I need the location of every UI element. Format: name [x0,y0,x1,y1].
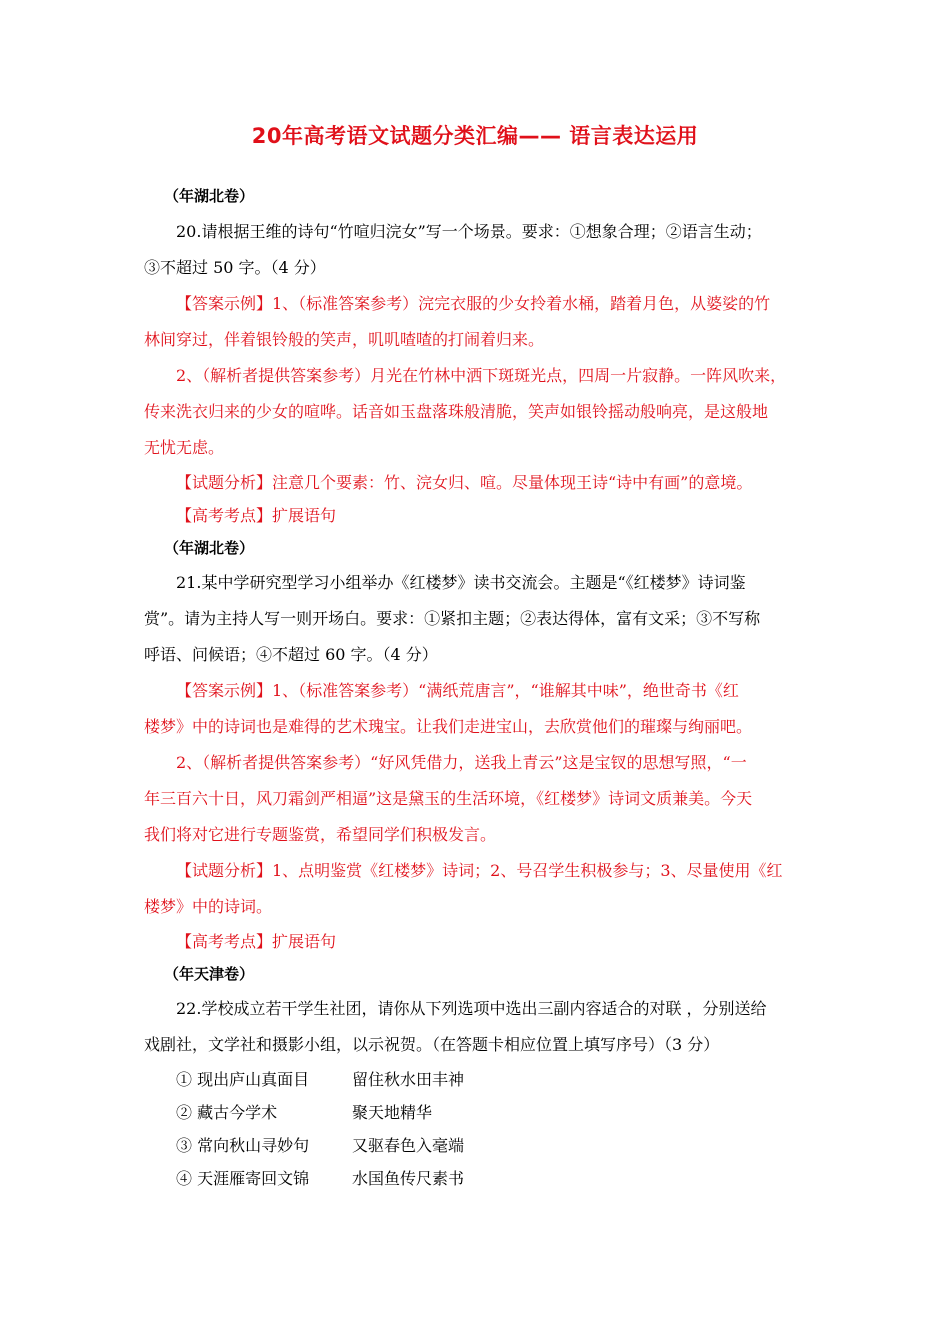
q21-stem-line-2: 赏”。请为主持人写一则开场白。要求：①紧扣主题；②表达得体，富有文采；③不写称 [144,609,761,628]
q22-option-1-first: ① 现出庐山真面目 [176,1070,310,1089]
q22-option-1-second: 留住秋水田丰神 [352,1070,465,1089]
q22-option-4-second: 水国鱼传尺素书 [352,1169,465,1188]
q22-option-4 [144,1162,820,1195]
q22-option-3-first: ③ 常向秋山寻妙句 [176,1136,310,1155]
document-body [144,178,820,1195]
q22-option-2 [144,1096,820,1129]
q22-option-3-second: 又驱春色入毫端 [352,1136,465,1155]
q20-answer1-line-2: 林间穿过，伴着银铃般的笑声，叽叽喳喳的打闹着归来。 [144,330,545,349]
q21-stem-line-1: 21.某中学研究型学习小组举办《红楼梦》读书交流会。主题是“《红楼梦》诗词鉴 [176,573,746,592]
q22-option-3 [144,1129,820,1162]
q21-answer2-line-3: 我们将对它进行专题鉴赏，希望同学们积极发言。 [144,825,497,844]
q21-answer1-line-2: 楼梦》中的诗词也是难得的艺术瑰宝。让我们走进宝山，去欣赏他们的璀璨与绚丽吧。 [144,717,753,736]
q20-stem-line-2: ③不超过 50 字。（4 分） [144,258,326,277]
q20-stem-line-1: 20.请根据王维的诗句“竹喧归浣女”写一个场景。要求：①想象合理；②语言生动； [176,222,762,241]
q20-answer2-line-1: 2、（解析者提供答案参考）月光在竹林中洒下斑斑光点，四周一片寂静。一阵风吹来， [176,366,787,385]
q21-analysis-line-2: 楼梦》中的诗词。 [144,897,273,916]
q21-stem-line-3: 呼语、问候语；④不超过 60 字。（4 分） [144,645,438,664]
q22-option-1 [144,1063,820,1096]
q21-answer2-line-2: 年三百六十日，风刀霜剑严相逼”这是黛玉的生活环境，《红楼梦》诗词文质兼美。今天 [144,789,753,808]
q20-answer2-line-2: 传来洗衣归来的少女的喧哗。话音如玉盘落珠般清脆，笑声如银铃摇动般响亮，是这般地 [144,402,769,421]
q22-option-4-first: ④ 天涯雁寄回文锦 [176,1169,310,1188]
q20-answer1-line-1: 【答案示例】1、（标准答案参考）浣完衣服的少女拎着水桶，踏着月色，从婆娑的竹 [176,294,771,313]
q20-answer2-line-3: 无忧无虑。 [144,438,225,457]
q22-option-2-second: 聚天地精华 [352,1103,433,1122]
q21-source: （年湖北卷） [164,539,255,557]
q21-answer2-line-1: 2、（解析者提供答案参考）“好风凭借力，送我上青云”这是宝钗的思想写照，“一 [176,753,747,772]
q22-stem-line-1: 22.学校成立若干学生社团，请你从下列选项中选出三副内容适合的对联 ，分别送给 [176,999,767,1018]
q22-source: （年天津卷） [164,965,255,983]
q20-analysis: 【试题分析】注意几个要素：竹、浣女归、喧。尽量体现王诗“诗中有画”的意境。 [176,473,753,492]
q22-stem-line-2: 戏剧社，文学社和摄影小组，以示祝贺。（在答题卡相应位置上填写序号）（3 分） [144,1035,720,1054]
q21-answer1-line-1: 【答案示例】1、（标准答案参考）“满纸荒唐言”，“谁解其中味”，绝世奇书《红 [176,681,739,700]
q21-analysis-line-1: 【试题分析】1、点明鉴赏《红楼梦》诗词；2、号召学生积极参与；3、尽量使用《红 [176,861,783,880]
q20-source: （年湖北卷） [164,187,255,205]
q20-exam-point: 【高考考点】扩展语句 [176,506,337,525]
page-title: 20年高考语文试题分类汇编—— 语言表达运用 [251,124,699,148]
q22-option-2-first: ② 藏古今学术 [176,1103,278,1122]
q21-exam-point: 【高考考点】扩展语句 [176,932,337,951]
